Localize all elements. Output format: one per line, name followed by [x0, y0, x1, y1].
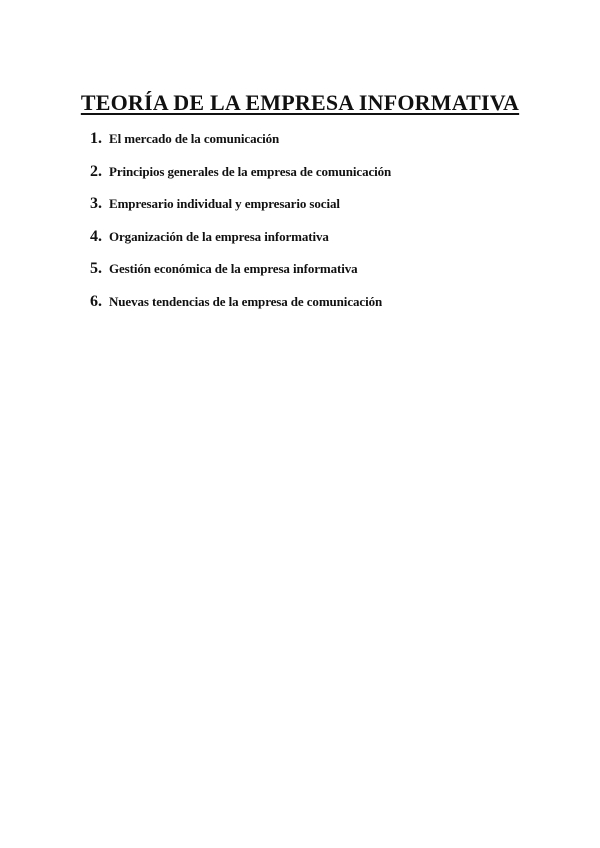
- item-label: El mercado de la comunicación: [109, 131, 280, 146]
- item-label: Empresario individual y empresario social: [109, 196, 340, 212]
- item-number: 6.: [90, 292, 102, 310]
- item-label: Nuevas tendencias de la empresa de comunicación: [109, 293, 383, 309]
- topic-list: [90, 130, 550, 326]
- item-label: Principios generales de la empresa de comunicación: [109, 163, 392, 179]
- list-item: [90, 260, 550, 293]
- list-item: [90, 130, 550, 163]
- item-number: 5.: [90, 260, 102, 278]
- list-item: [90, 195, 550, 228]
- item-number: 4.: [90, 227, 102, 245]
- list-item: [90, 163, 550, 196]
- item-number: 1.: [90, 130, 102, 147]
- item-number: 3.: [90, 195, 102, 213]
- item-label: Gestión económica de la empresa informativa: [109, 261, 358, 277]
- list-item: [90, 228, 550, 261]
- document-title: TEORÍA DE LA EMPRESA INFORMATIVA: [80, 90, 520, 115]
- list-item: [90, 293, 550, 326]
- item-label: Organización de la empresa informativa: [109, 228, 329, 244]
- item-number: 2.: [90, 162, 102, 180]
